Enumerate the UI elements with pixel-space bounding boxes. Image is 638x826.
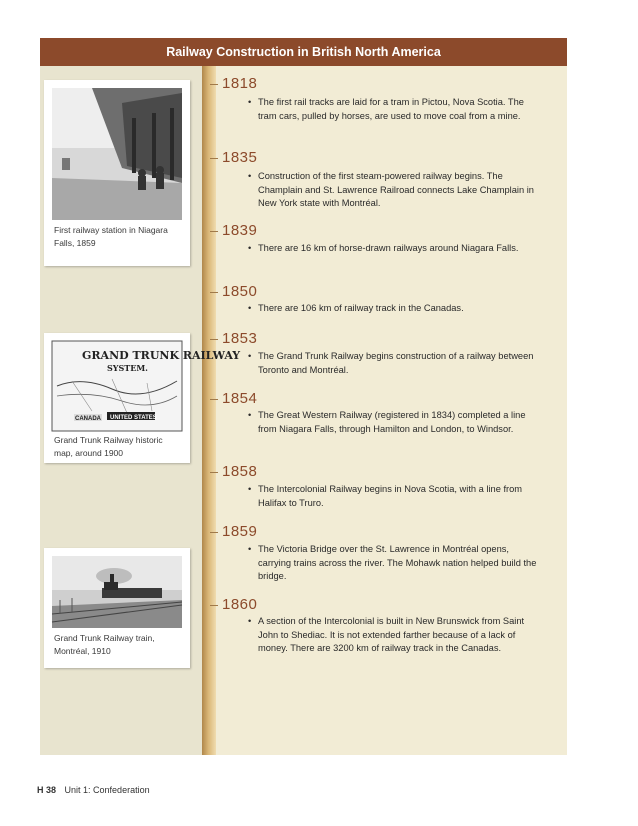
timeline-year: 1850 <box>210 283 257 300</box>
photo-card-station <box>44 80 190 266</box>
timeline-year: 1860 <box>210 596 257 613</box>
photo-caption: Grand Trunk Railway train, Montréal, 1910 <box>54 633 155 656</box>
map-title: GRAND TRUNK RAILWAY <box>82 349 241 362</box>
photo-caption: First railway station in Niagara Falls, 1859 <box>54 225 168 248</box>
timeline-event: • The first rail tracks are laid for a tram in Pictou, Nova Scotia. The tram cars, pulled by horses, are used to move coal from a mine. <box>248 97 524 121</box>
station-photo-icon <box>52 88 182 220</box>
timeline-year: 1818 <box>210 75 257 92</box>
section-header <box>40 38 567 66</box>
map-country-right: UNITED STATES <box>110 415 157 421</box>
timeline-event: • The Victoria Bridge over the St. Lawrence in Montréal opens, carrying trains across the river. The Mohawk nation helped build the bridge. <box>248 544 537 581</box>
timeline-event: • The Intercolonial Railway begins in Nova Scotia, with a line from Halifax to Truro. <box>248 484 523 508</box>
map-country-left: CANADA <box>75 416 101 422</box>
train-photo-icon <box>52 556 182 628</box>
timeline-year: 1854 <box>210 390 257 407</box>
page-footer <box>37 785 150 795</box>
photo-card-train <box>44 548 190 668</box>
timeline-spine <box>202 66 216 755</box>
timeline-event: • The Grand Trunk Railway begins construction of a railway between Toronto and Montréal. <box>248 351 534 375</box>
photo-caption: Grand Trunk Railway historic map, around 1900 <box>54 435 163 458</box>
page-number: H 38 <box>37 785 57 795</box>
timeline-year: 1858 <box>210 463 257 480</box>
timeline-year: 1839 <box>210 222 257 239</box>
timeline-event: • A section of the Intercolonial is built in New Brunswick from Saint John to Shediac. It is not extended farther because of a lack of money. There are 3200 km of railway track in the Canadas. <box>248 616 525 653</box>
map-subtitle: SYSTEM. <box>107 363 148 373</box>
unit-label: Unit 1: Confederation <box>64 785 150 795</box>
timeline-year: 1859 <box>210 523 257 540</box>
timeline-event: • The Great Western Railway (registered in 1834) completed a line from Niagara Falls, through Hamilton and London, to Windsor. <box>248 410 526 434</box>
section-title: Railway Construction in British North America <box>166 45 441 59</box>
timeline-year: 1853 <box>210 330 257 347</box>
timeline-year: 1835 <box>210 149 257 166</box>
timeline-event: • There are 106 km of railway track in the Canadas. <box>248 303 464 313</box>
timeline-event: • There are 16 km of horse-drawn railways around Niagara Falls. <box>248 243 519 253</box>
timeline-event: • Construction of the first steam-powered railway begins. The Champlain and St. Lawrence Railroad connects Lake Champlain in New York state with Montréal. <box>248 171 534 208</box>
